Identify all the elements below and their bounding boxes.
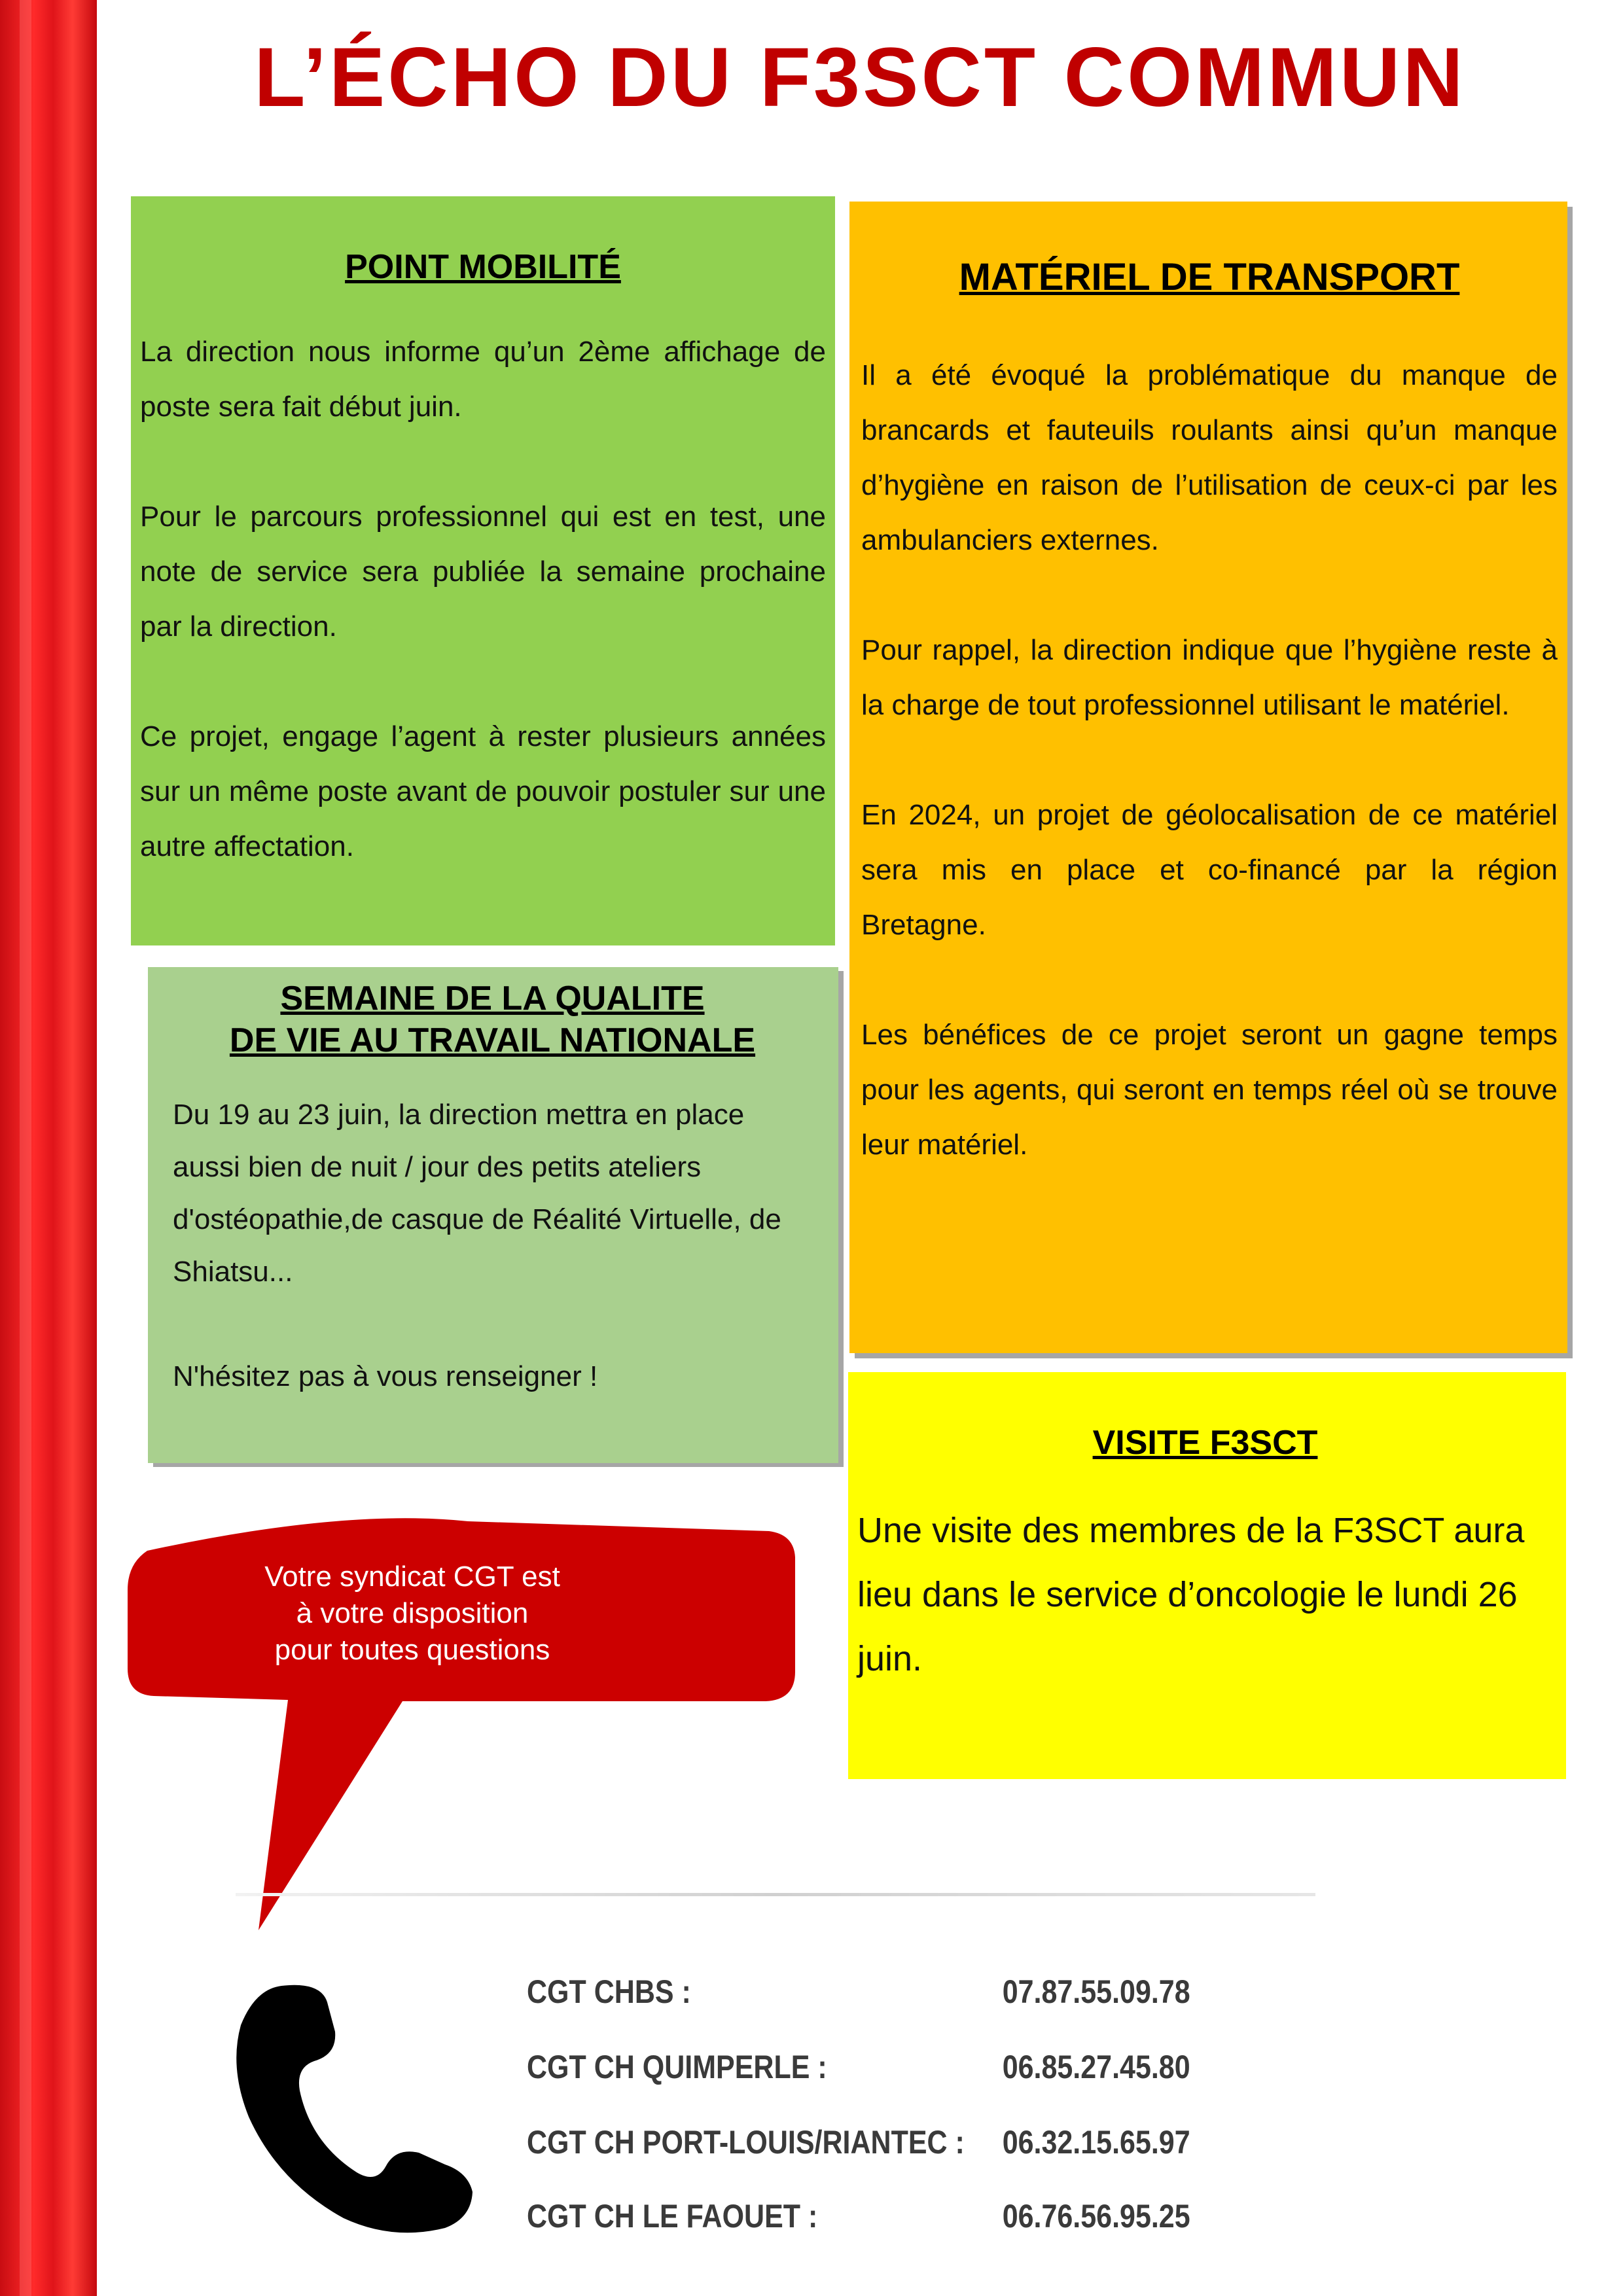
contact-label: CGT CHBS :	[527, 1973, 691, 2010]
bubble-line-1: Votre syndicat CGT est	[264, 1561, 560, 1593]
visite-f3sct-paragraph: Une visite des membres de la F3SCT aura lieu dans le service d’oncologie le lundi 26 juin.	[857, 1511, 1525, 1678]
visite-f3sct-box	[848, 1372, 1566, 1779]
point-mobilite-paragraph-3: Ce projet, engage l’agent à rester plusieurs années sur un même poste avant de pouvoir postuler sur une autre affectation.	[140, 720, 826, 862]
point-mobilite-heading: POINT MOBILITÉ	[345, 248, 621, 286]
contact-row	[527, 2048, 1202, 2100]
bubble-line-3: pour toutes questions	[274, 1634, 550, 1666]
contact-number: 06.76.56.95.25	[1002, 2198, 1190, 2234]
point-mobilite-paragraph-1: La direction nous informe qu’un 2ème affichage de poste sera fait début juin.	[140, 336, 826, 423]
point-mobilite-box	[131, 196, 835, 945]
semaine-qualite-paragraph-2: N'hésitez pas à vous renseigner !	[173, 1360, 598, 1392]
contact-number: 06.85.27.45.80	[1002, 2049, 1190, 2085]
phone-icon	[229, 1976, 478, 2238]
contact-divider	[236, 1893, 1315, 1896]
red-side-band	[0, 0, 97, 2296]
contact-row	[527, 1973, 1202, 2025]
materiel-transport-box	[849, 202, 1567, 1353]
page-title: L’ÉCHO DU F3SCT COMMUN	[254, 31, 1466, 124]
contact-row	[527, 2197, 1202, 2250]
visite-f3sct-heading: VISITE F3SCT	[1092, 1424, 1318, 1462]
materiel-transport-paragraph-2: Pour rappel, la direction indique que l’hygiène reste à la charge de tout professionnel utilisant le matériel.	[861, 634, 1558, 721]
contact-label: CGT CH PORT-LOUIS/RIANTEC :	[527, 2124, 965, 2161]
contact-row	[527, 2123, 1202, 2176]
speech-bubble-text	[223, 1559, 602, 1669]
contact-label: CGT CH LE FAOUET :	[527, 2198, 818, 2234]
materiel-transport-paragraph-1: Il a été évoqué la problématique du manque de brancards et fauteuils roulants ainsi qu’un manque d’hygiène en raison de l’utilisation de ceux-ci par les ambulanciers externes.	[861, 359, 1558, 556]
contact-label: CGT CH QUIMPERLE :	[527, 2049, 827, 2085]
contact-number: 06.32.15.65.97	[1002, 2124, 1190, 2161]
semaine-qualite-heading-line-1: SEMAINE DE LA QUALITE	[280, 980, 705, 1017]
point-mobilite-paragraph-2: Pour le parcours professionnel qui est en test, une note de service sera publiée la semaine prochaine par la direction.	[140, 501, 826, 643]
contact-number: 07.87.55.09.78	[1002, 1973, 1190, 2010]
bubble-line-2: à votre disposition	[296, 1597, 529, 1629]
semaine-qualite-paragraph-1: Du 19 au 23 juin, la direction mettra en place aussi bien de nuit / jour des petits ateliers d'ostéopathie,de casque de Réalité Virtuelle, de Shiatsu...	[173, 1099, 781, 1288]
materiel-transport-paragraph-4: Les bénéfices de ce projet seront un gagne temps pour les agents, qui seront en temps réel où se trouve leur matériel.	[861, 1019, 1558, 1161]
materiel-transport-paragraph-3: En 2024, un projet de géolocalisation de ce matériel sera mis en place et co-financé par la région Bretagne.	[861, 799, 1558, 941]
semaine-qualite-box	[148, 967, 838, 1463]
semaine-qualite-heading-line-2: DE VIE AU TRAVAIL NATIONALE	[229, 1021, 756, 1059]
materiel-transport-heading: MATÉRIEL DE TRANSPORT	[959, 256, 1460, 298]
